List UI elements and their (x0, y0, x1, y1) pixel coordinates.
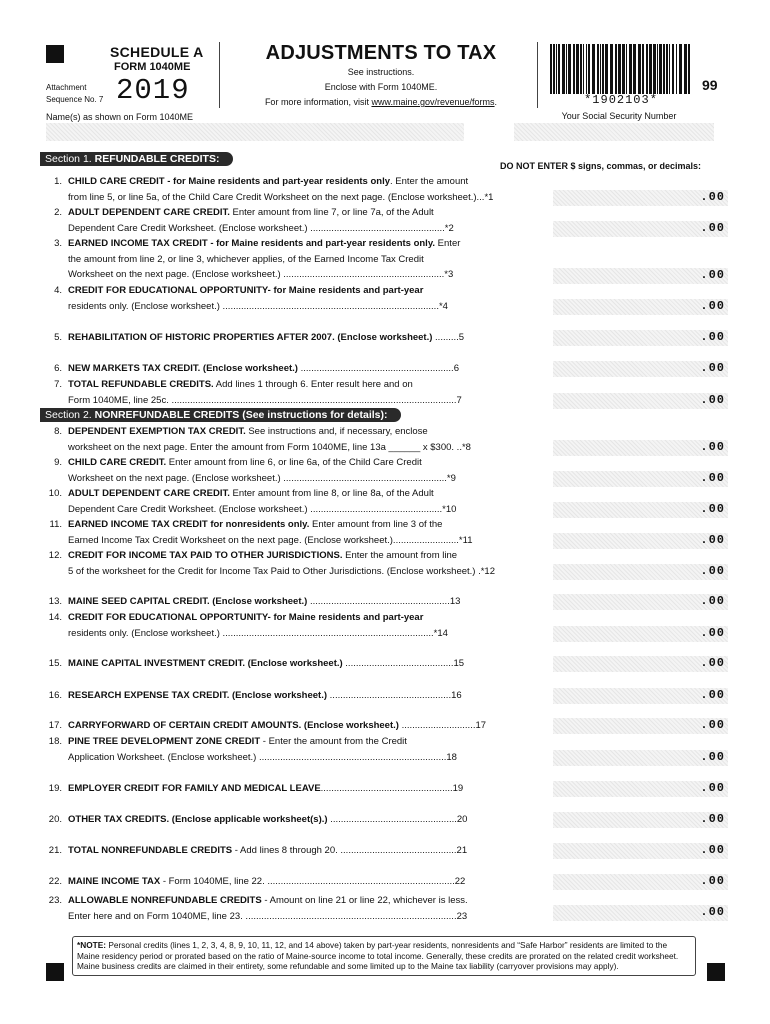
barcode-bar (556, 44, 557, 94)
line-text (68, 486, 550, 517)
barcode-bar (602, 44, 604, 94)
ssn-field[interactable] (514, 123, 714, 141)
line-text-row: NEW MARKETS TAX CREDIT. (Enclose worksheet.) ..........................................................6 (68, 363, 459, 374)
amount-field-line-10[interactable] (553, 502, 728, 518)
registration-mark-bottom-right (707, 963, 725, 981)
line-text-row: 5 of the worksheet for the Credit for Income Tax Paid to Other Jurisdictions. (Enclose worksheet.) .*12 (68, 565, 495, 577)
line-number: 18. (48, 736, 62, 747)
footnote-label: *NOTE: (77, 940, 107, 950)
line-text-row: OTHER TAX CREDITS. (Enclose applicable worksheet(s).) ................................................20 (68, 814, 468, 825)
line-number: 15. (48, 658, 62, 669)
amount-field-line-6[interactable] (553, 361, 728, 377)
schedule-title: SCHEDULE A (110, 44, 204, 60)
barcode-bar (605, 44, 608, 94)
line-text (68, 781, 550, 797)
amount-field-line-18[interactable] (553, 750, 728, 766)
entry-note: DO NOT ENTER $ signs, commas, or decimals: (500, 161, 702, 171)
line-number: 16. (48, 690, 62, 701)
names-field[interactable] (46, 123, 464, 141)
line-number: 22. (48, 876, 62, 887)
barcode-bar (566, 44, 567, 94)
line-number: 17. (48, 720, 62, 731)
amount-field-line-22[interactable] (553, 874, 728, 890)
line-text-row: CREDIT FOR INCOME TAX PAID TO OTHER JURISDICTIONS. Enter the amount from line (68, 550, 458, 561)
amount-cents: .00 (700, 330, 725, 344)
amount-cents: .00 (700, 656, 725, 670)
line-number: 4. (54, 285, 62, 296)
line-number: 6. (54, 363, 62, 374)
barcode-bar (642, 44, 644, 94)
barcode-bar (676, 44, 677, 94)
barcode-bar (657, 44, 658, 94)
amount-cents: .00 (700, 440, 725, 454)
barcode-bar (679, 44, 682, 94)
amount-cents: .00 (700, 688, 725, 702)
amount-field-line-17[interactable] (553, 718, 728, 734)
line-text (68, 874, 550, 890)
schedule-header (46, 44, 218, 108)
amount-field-line-12[interactable] (553, 564, 728, 580)
form-code: 99 (702, 77, 718, 93)
line-text (68, 656, 550, 672)
line-number: 23. (48, 895, 62, 906)
line-text-row: EMPLOYER CREDIT FOR FAMILY AND MEDICAL LEAVE..................................................19 (68, 783, 464, 794)
amount-cents: .00 (700, 843, 725, 857)
barcode-bar (669, 44, 670, 94)
barcode-bar (573, 44, 575, 94)
line-text-row: CARRYFORWARD OF CERTAIN CREDIT AMOUNTS. (Enclose worksheet.) ............................17 (68, 720, 487, 731)
barcode-bar (562, 44, 565, 94)
line-number: 13. (48, 596, 62, 607)
amount-field-line-5[interactable] (553, 330, 728, 346)
line-text (68, 455, 550, 486)
line-text (68, 377, 550, 408)
barcode-bar (688, 44, 690, 94)
line-text-row: EARNED INCOME TAX CREDIT for nonresidents only. Enter amount from line 3 of the (68, 519, 443, 530)
line-text-row: RESEARCH EXPENSE TAX CREDIT. (Enclose worksheet.) ..............................................16 (68, 690, 462, 701)
line-number: 11. (49, 519, 62, 530)
line-number: 3. (54, 238, 62, 249)
line-text (68, 610, 550, 641)
barcode-number: *1902103* (584, 93, 658, 107)
barcode-bar (618, 44, 621, 94)
amount-cents: .00 (700, 268, 725, 282)
barcode-bar (597, 44, 599, 94)
line-text-row: ADULT DEPENDENT CARE CREDIT. Enter amount from line 8, or line 8a, of the Adult (68, 488, 434, 499)
line-number: 12. (48, 550, 62, 561)
amount-cents: .00 (700, 718, 725, 732)
line-text-row: DEPENDENT EXEMPTION TAX CREDIT. See instructions and, if necessary, enclose (68, 426, 428, 437)
amount-cents: .00 (700, 393, 725, 407)
amount-cents: .00 (700, 781, 725, 795)
barcode-bar (638, 44, 641, 94)
line-text (68, 688, 550, 704)
line-text (68, 236, 550, 283)
barcode-bar (672, 44, 674, 94)
line-text-row: TOTAL REFUNDABLE CREDITS. Add lines 1 through 6. Enter result here and on (68, 379, 413, 390)
section2-title: NONREFUNDABLE CREDITS (See instructions for details): (94, 409, 388, 421)
section2-header (40, 408, 401, 422)
line-text-row: CHILD CARE CREDIT - for Maine residents and part-year residents only. Enter the amount (68, 176, 469, 187)
line-text (68, 594, 550, 610)
line-text-row: residents only. (Enclose worksheet.) ................................................................................*14 (68, 627, 448, 639)
line-text (68, 893, 550, 924)
tax-year: 2019 (116, 74, 190, 107)
line-number: 20. (48, 814, 62, 825)
header-divider-left (219, 42, 220, 108)
enclose-note: Enclose with Form 1040ME. (324, 82, 438, 92)
line-text (68, 330, 550, 346)
ssn-label: Your Social Security Number (561, 111, 677, 121)
more-info-suffix: . (494, 97, 498, 107)
line-number: 5. (54, 332, 62, 343)
section1-prefix: Section 1. (45, 153, 95, 165)
barcode-bar (568, 44, 571, 94)
forms-link[interactable]: www.maine.gov/revenue/forms (371, 97, 495, 107)
line-text-row: Earned Income Tax Credit Worksheet on the next page. (Enclose worksheet.).........................*11 (68, 534, 473, 546)
line-number: 21. (48, 845, 62, 856)
amount-field-line-11[interactable] (553, 533, 728, 549)
barcode-bar (629, 44, 632, 94)
amount-cents: .00 (700, 905, 725, 919)
barcode-bar (646, 44, 648, 94)
line-text-row: ADULT DEPENDENT CARE CREDIT. Enter amount from line 7, or line 7a, of the Adult (68, 207, 434, 218)
names-label: Name(s) as shown on Form 1040ME (46, 112, 194, 122)
more-info-prefix: For more information, visit (264, 97, 372, 107)
amount-field-line-15[interactable] (553, 656, 728, 672)
barcode-bar (663, 44, 665, 94)
line-number: 19. (48, 783, 62, 794)
amount-field-line-7[interactable] (553, 393, 728, 409)
line-text-row: Application Worksheet. (Enclose worksheet.) .......................................................................18 (68, 751, 457, 763)
line-text (68, 361, 550, 377)
line-text (68, 548, 550, 579)
barcode-bar (600, 44, 601, 94)
amount-field-line-4[interactable] (553, 299, 728, 315)
amount-cents: .00 (700, 594, 725, 608)
footnote-text: Personal credits (lines 1, 2, 3, 4, 8, 9, 10, 11, 12, and 14 above) taken by part-year residents, nonresidents and “Safe Harbor” residents are limited to the Maine residency period or prorated based on the ratio of Maine-source income to total income. Generally, these credits are prorated on the related credit worksheet. Maine business credits are claimed in their entirety, some refundable and some limited up to the Maine tax liability (carryover provisions may apply). (77, 940, 679, 971)
line-text-row: Form 1040ME, line 25c. ............................................................................................................7 (68, 394, 462, 406)
line-text (68, 174, 550, 205)
line-text-row: EARNED INCOME TAX CREDIT - for Maine residents and part-year residents only. Enter (68, 238, 461, 249)
amount-cents: .00 (700, 361, 725, 375)
barcode-bar (653, 44, 656, 94)
amount-field-line-13[interactable] (553, 594, 728, 610)
amount-field-line-3[interactable] (553, 268, 728, 284)
line-number: 10. (48, 488, 62, 499)
line-text-row: Dependent Care Credit Worksheet. (Enclose worksheet.) ..................................................*10 (68, 503, 457, 515)
registration-mark-bottom-left (46, 963, 64, 981)
line-text (68, 283, 550, 314)
footnote-box (72, 936, 696, 976)
barcode-bar (615, 44, 617, 94)
line-text-row: CREDIT FOR EDUCATIONAL OPPORTUNITY- for Maine residents and part-year (68, 285, 424, 296)
line-text-row: the amount from line 2, or line 3, whichever applies, of the Earned Income Tax Credit (68, 253, 424, 265)
line-text-row: CREDIT FOR EDUCATIONAL OPPORTUNITY- for Maine residents and part-year (68, 612, 424, 623)
line-text-row: residents only. (Enclose worksheet.) ..................................................................................*4 (68, 300, 448, 312)
barcode-bar (550, 44, 552, 94)
amount-cents: .00 (700, 190, 725, 204)
barcode-bar (558, 44, 560, 94)
barcode-bar (610, 44, 613, 94)
page-title: ADJUSTMENTS TO TAX (265, 42, 497, 64)
line-text-row: MAINE CAPITAL INVESTMENT CREDIT. (Enclose worksheet.) .........................................15 (68, 658, 465, 669)
section1-header (40, 152, 233, 166)
barcode-bar (586, 44, 587, 94)
amount-field-line-2[interactable] (553, 221, 728, 237)
barcode-bar (553, 44, 555, 94)
amount-cents: .00 (700, 471, 725, 485)
section2-prefix: Section 2. (45, 409, 95, 421)
see-instructions: See instructions. (347, 67, 415, 77)
amount-field-line-9[interactable] (553, 471, 728, 487)
line-text-row: from line 5, or line 5a, of the Child Care Credit Worksheet on the next page. (Enclose worksheet.)...*1 (68, 191, 494, 203)
barcode-bar (583, 44, 584, 94)
line-text-row: PINE TREE DEVELOPMENT ZONE CREDIT - Enter the amount from the Credit (68, 736, 407, 747)
line-text (68, 205, 550, 236)
amount-field-line-1[interactable] (553, 190, 728, 206)
more-info (226, 97, 536, 107)
line-text-row: Dependent Care Credit Worksheet. (Enclose worksheet.) ...................................................*2 (68, 222, 454, 234)
line-text (68, 718, 550, 734)
amount-cents: .00 (700, 750, 725, 764)
line-text-row: CHILD CARE CREDIT. Enter amount from line 6, or line 6a, of the Child Care Credit (68, 457, 422, 468)
barcode-bar (576, 44, 579, 94)
amount-cents: .00 (700, 626, 725, 640)
amount-field-line-8[interactable] (553, 440, 728, 456)
section1-title: REFUNDABLE CREDITS: (94, 153, 220, 165)
line-text (68, 734, 550, 765)
amount-cents: .00 (700, 533, 725, 547)
barcode-bar (684, 44, 687, 94)
line-text-row: Enter here and on Form 1040ME, line 23. ................................................................................23 (68, 910, 468, 922)
line-text-row: REHABILITATION OF HISTORIC PROPERTIES AFTER 2007. (Enclose worksheet.) .........5 (68, 332, 465, 343)
line-text (68, 517, 550, 548)
form-label: FORM 1040ME (114, 61, 191, 73)
amount-field-line-20[interactable] (553, 812, 728, 828)
attachment-label: Attachment (46, 83, 87, 92)
line-number: 2. (54, 207, 62, 218)
amount-cents: .00 (700, 564, 725, 578)
line-text (68, 843, 550, 859)
line-text-row: worksheet on the next page. Enter the amount from Form 1040ME, line 13a ______ x $300. ..*8 (68, 441, 471, 453)
amount-cents: .00 (700, 874, 725, 888)
amount-field-line-21[interactable] (553, 843, 728, 859)
line-text-row: MAINE SEED CAPITAL CREDIT. (Enclose worksheet.) .....................................................13 (68, 596, 461, 607)
barcode-bar (649, 44, 652, 94)
amount-field-line-23[interactable] (553, 905, 728, 921)
line-text (68, 812, 550, 828)
barcode-bar (633, 44, 636, 94)
barcode-bar (659, 44, 662, 94)
barcode-bar (592, 44, 595, 94)
sequence-label: Sequence No. 7 (46, 95, 104, 104)
line-number: 1. (54, 176, 62, 187)
line-text-row: TOTAL NONREFUNDABLE CREDITS - Add lines 8 through 20. ............................................21 (68, 845, 468, 856)
line-number: 7. (54, 379, 62, 390)
barcode-bar (622, 44, 625, 94)
barcode-bar (580, 44, 582, 94)
line-text-row: MAINE INCOME TAX - Form 1040ME, line 22. .......................................................................22 (68, 876, 466, 887)
line-text (68, 424, 550, 455)
amount-cents: .00 (700, 812, 725, 826)
header-divider-right (537, 42, 538, 108)
line-text-row: ALLOWABLE NONREFUNDABLE CREDITS - Amount on line 21 or line 22, whichever is less. (68, 895, 468, 906)
amount-cents: .00 (700, 299, 725, 313)
line-number: 14. (48, 612, 62, 623)
amount-cents: .00 (700, 221, 725, 235)
line-text-row: Worksheet on the next page. (Enclose worksheet.) .............................................................*3 (68, 269, 454, 280)
amount-field-line-16[interactable] (553, 688, 728, 704)
attachment-sequence (46, 82, 103, 106)
barcode-bar (666, 44, 668, 94)
barcode-image (548, 44, 694, 94)
barcode-bar (626, 44, 627, 94)
line-number: 8. (54, 426, 62, 437)
amount-cents: .00 (700, 502, 725, 516)
line-number: 9. (54, 457, 62, 468)
amount-field-line-14[interactable] (553, 626, 728, 642)
barcode-bar (588, 44, 590, 94)
amount-field-line-19[interactable] (553, 781, 728, 797)
line-text-row: Worksheet on the next page. (Enclose worksheet.) ..............................................................*9 (68, 472, 456, 484)
